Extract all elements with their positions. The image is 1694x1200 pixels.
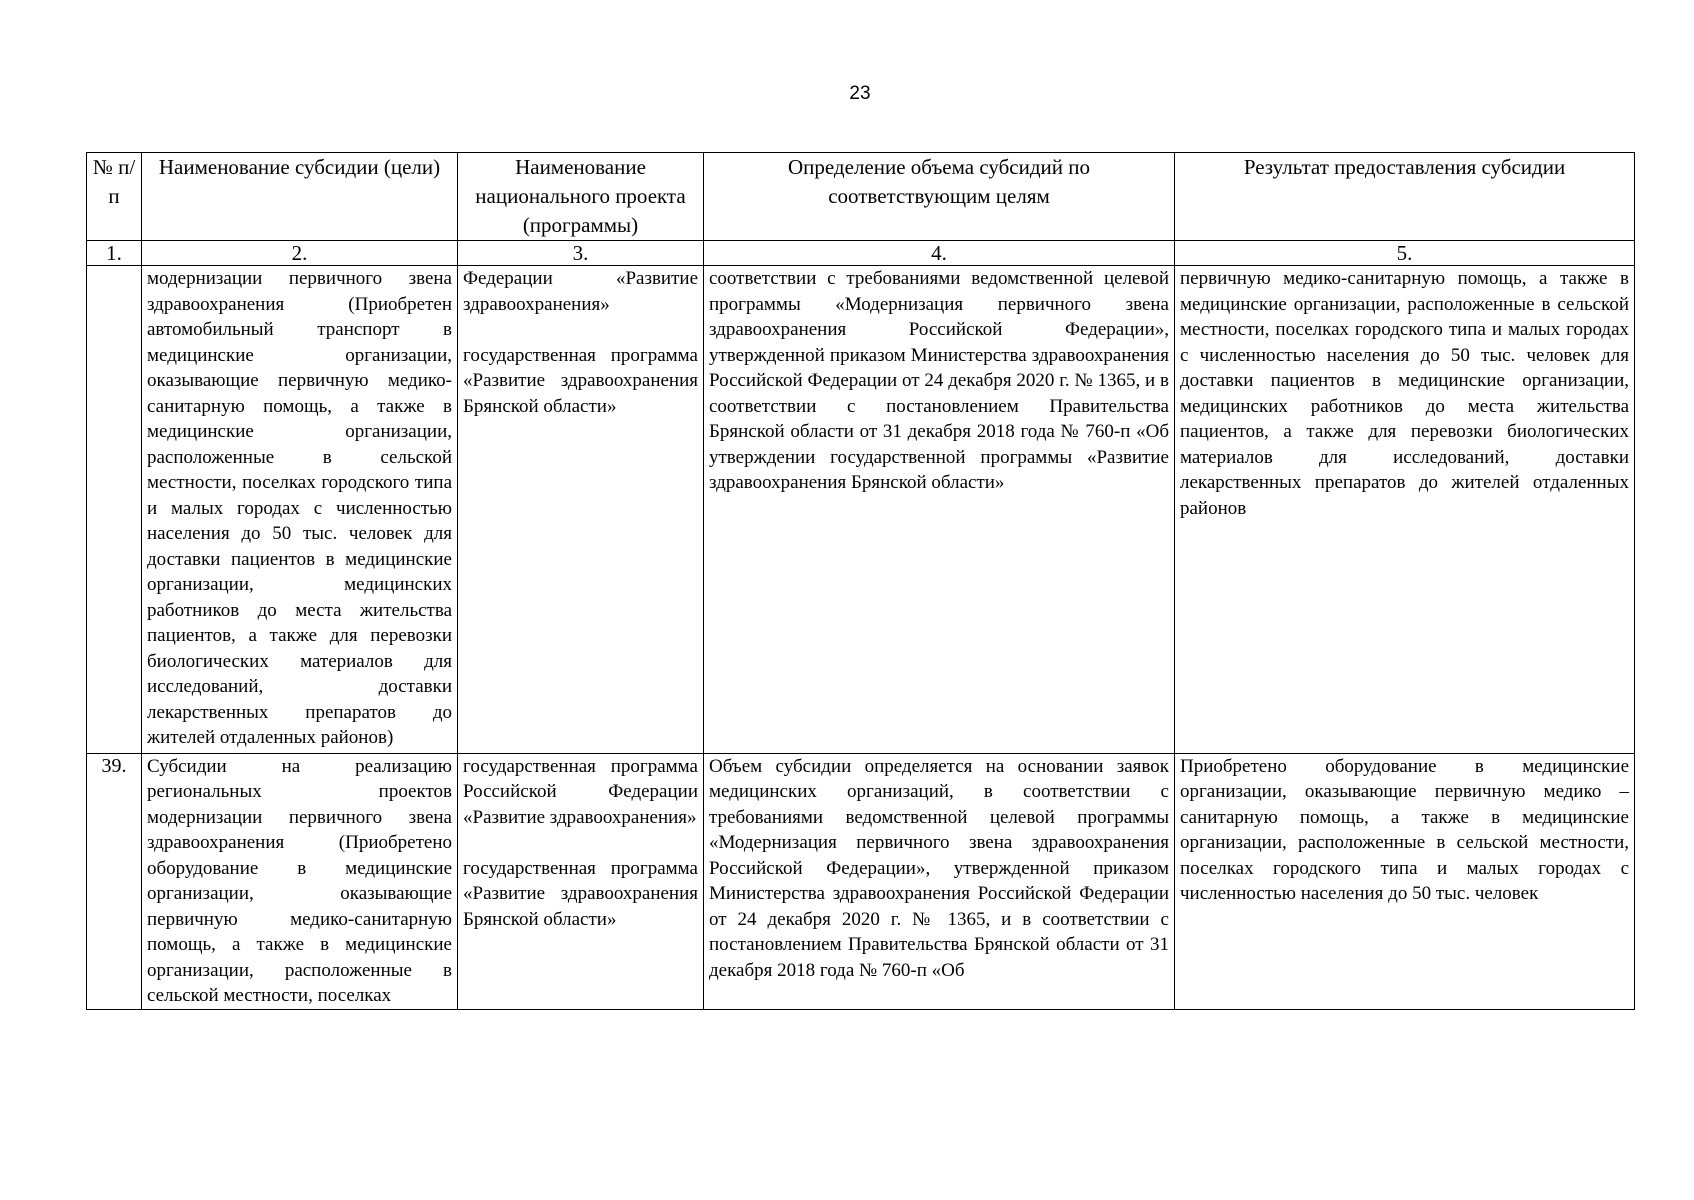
project-text-2: государственная программа «Развитие здравоохранения Брянской области» <box>463 344 698 417</box>
row-number <box>87 266 142 754</box>
row-number: 39. <box>87 753 142 1009</box>
table-row <box>87 266 1635 754</box>
volume-cell: Объем субсидии определяется на основании заявок медицинских организаций, в соответствии с требованиями ведомственной целевой программы «Модернизация первичного звена здравоохранения Российской Федерации», утвержденной приказом Министерства здравоохранения Российской Федерации от 24 декабря 2020 г. № 1365, и в соответствии с постановлением Правительства Брянской области от 31 декабря 2018 года № 760-п «Об <box>704 753 1175 1009</box>
subsidy-name-cell: Субсидии на реализацию региональных проектов модернизации первичного звена здравоохранения (Приобретено оборудование в медицинские организации, оказывающие первичную медико-санитарную помощь, а также в медицинские организации, расположенные в сельской местности, поселках <box>142 753 458 1009</box>
table-row <box>87 753 1635 1009</box>
project-text-1: Федерации «Развитие здравоохранения» <box>463 268 698 315</box>
col-number-5: 5. <box>1175 241 1635 266</box>
header-num: № п/п <box>87 153 142 241</box>
header-subsidy-name: Наименование субсидии (цели) <box>142 153 458 241</box>
col-number-4: 4. <box>704 241 1175 266</box>
col-number-2: 2. <box>142 241 458 266</box>
header-row <box>87 153 1635 241</box>
project-text-1: государственная программа Российской Федерации «Развитие здравоохранения» <box>463 755 698 828</box>
result-cell: первичную медико-санитарную помощь, а также в медицинские организации, расположенные в сельской местности, поселках городского типа и малых городах с численностью населения до 50 тыс. человек для доставки пациентов в медицинские организации, медицинских работников до места жительства пациентов, а также для перевозки биологических материалов для исследований, доставки лекарственных препаратов до жителей отдаленных районов <box>1175 266 1635 754</box>
header-result: Результат предоставления субсидии <box>1175 153 1635 241</box>
header-national-project: Наименование национального проекта (программы) <box>458 153 704 241</box>
result-cell: Приобретено оборудование в медицинские организации, оказывающие первичную медико – санитарную помощь, а также в медицинские организации, расположенные в сельской местности, поселках городского типа и малых городах с численностью населения до 50 тыс. человек <box>1175 753 1635 1009</box>
header-volume: Определение объема субсидий по соответствующим целям <box>704 153 1175 241</box>
volume-cell: соответствии с требованиями ведомственной целевой программы «Модернизация первичного звена здравоохранения Российской Федерации», утвержденной приказом Министерства здравоохранения Российской Федерации от 24 декабря 2020 г. № 1365, и в соответствии с постановлением Правительства Брянской области от 31 декабря 2018 года № 760-п «Об утверждении государственной программы «Развитие здравоохранения Брянской области» <box>704 266 1175 754</box>
national-project-cell <box>458 266 704 754</box>
col-number-1: 1. <box>87 241 142 266</box>
project-text-2: государственная программа «Развитие здравоохранения Брянской области» <box>463 857 698 930</box>
subsidy-name-cell: модернизации первичного звена здравоохранения (Приобретен автомобильный транспорт в медицинские организации, оказывающие первичную медико-санитарную помощь, а также в медицинские организации, расположенные в сельской местности, поселках городского типа и малых городах с численностью населения до 50 тыс. человек для доставки пациентов в медицинские организации, медицинских работников до места жительства пациентов, а также для перевозки биологических материалов для исследований, доставки лекарственных препаратов до жителей отдаленных районов) <box>142 266 458 754</box>
subsidy-table <box>86 152 1635 1010</box>
national-project-cell <box>458 753 704 1009</box>
column-number-row <box>87 241 1635 266</box>
page-number: 23 <box>849 83 871 104</box>
col-number-3: 3. <box>458 241 704 266</box>
